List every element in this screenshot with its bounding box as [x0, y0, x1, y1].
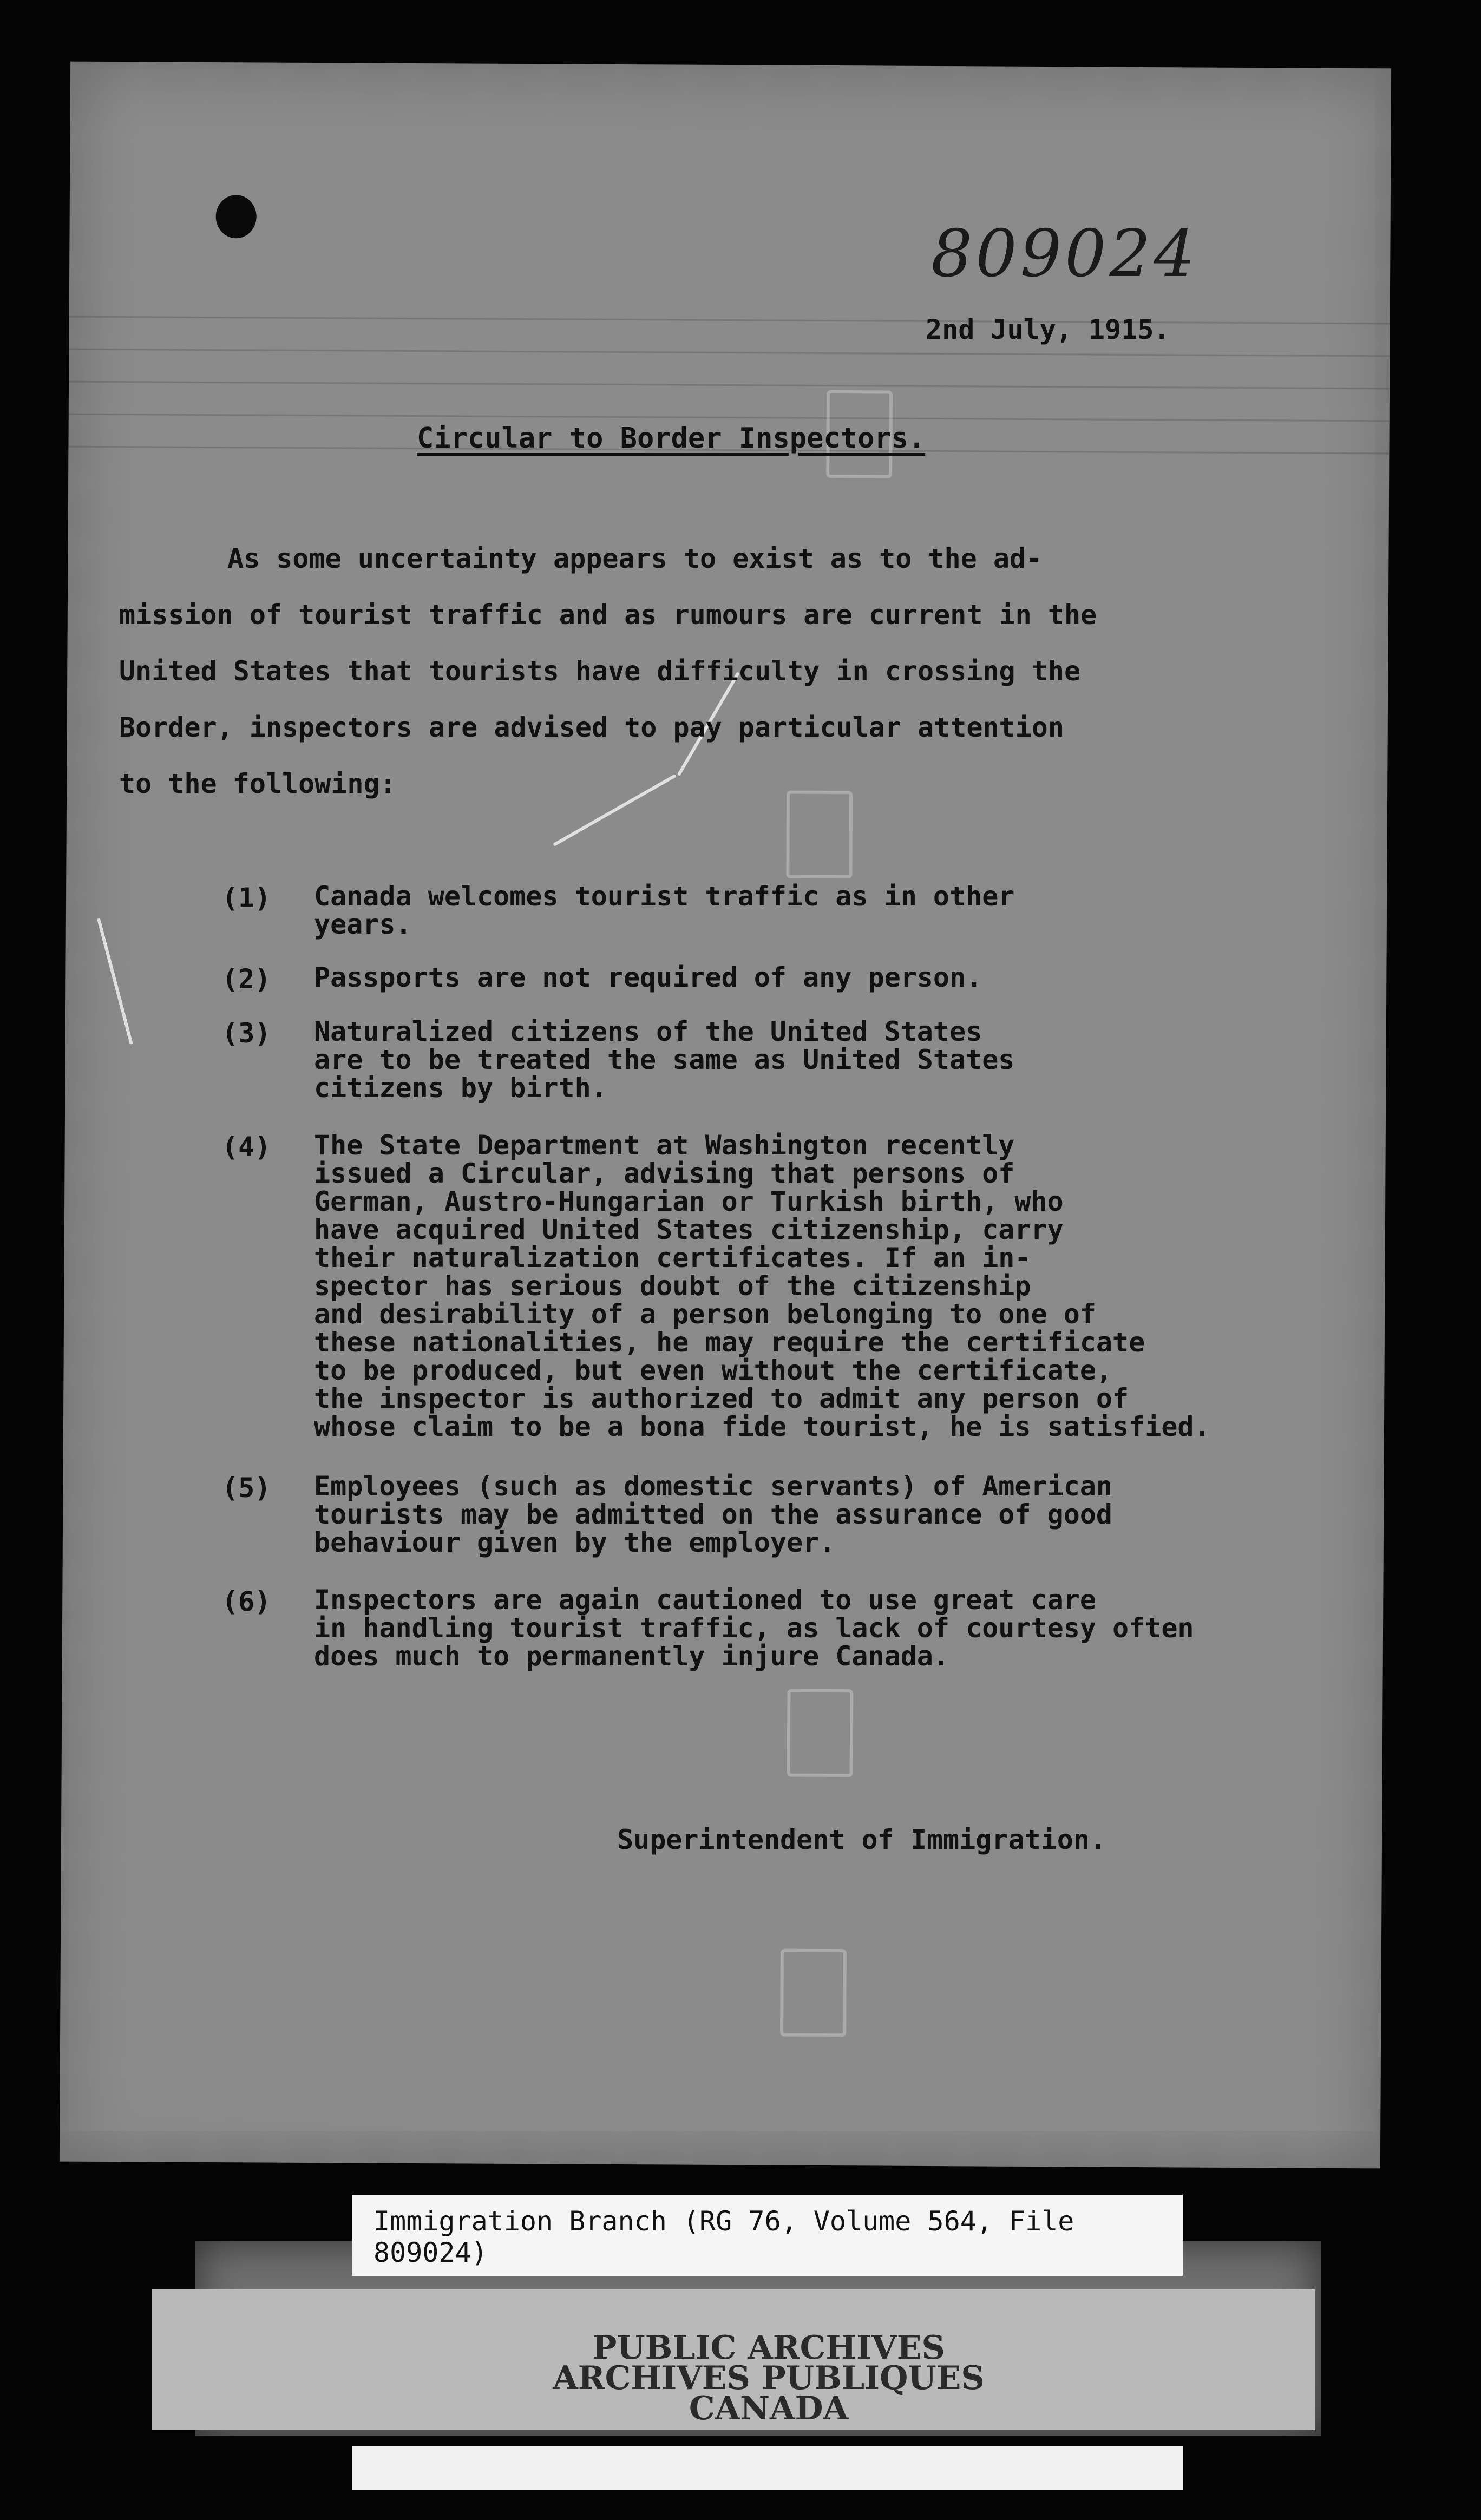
item-line: Naturalized citizens of the United States — [314, 1016, 982, 1047]
archive-line: PUBLIC ARCHIVES — [592, 2329, 945, 2367]
intro-line: to the following: — [119, 768, 396, 799]
item-line: have acquired United States citizenship, carry — [314, 1214, 1064, 1245]
item-number: (1) — [222, 882, 271, 914]
archive-line: ARCHIVES PUBLIQUES — [553, 2359, 985, 2397]
document-title: Circular to Border Inspectors. — [417, 422, 926, 455]
punch-hole — [215, 195, 256, 238]
item-number: (3) — [222, 1018, 271, 1049]
item-number: (2) — [222, 963, 271, 995]
item-line: spector has serious doubt of the citizenship — [314, 1270, 1031, 1302]
item-text — [314, 882, 1288, 939]
item-line: Inspectors are again cautioned to use great care — [314, 1584, 1096, 1616]
archive-stamp — [552, 2329, 985, 2427]
faint-stamp — [787, 1689, 854, 1777]
item-line: German, Austro-Hungarian or Turkish birth, who — [314, 1186, 1064, 1217]
signature-line: Superintendent of Immigration. — [617, 1824, 1106, 1855]
item-line: whose claim to be a bona fide tourist, he is satisfied. — [314, 1411, 1210, 1442]
item-line: behaviour given by the employer. — [314, 1527, 836, 1558]
item-line: Canada welcomes tourist traffic as in other — [314, 881, 1015, 912]
ruled-line — [69, 414, 1390, 422]
reference-text: Immigration Branch (RG 76, Volume 564, File 809024) — [373, 2206, 1074, 2268]
item-line: does much to permanently injure Canada. — [314, 1640, 949, 1672]
file-number: 809024 — [931, 216, 1199, 292]
item-text — [314, 963, 1288, 992]
intro-line: As some uncertainty appears to exist as to the ad- — [227, 543, 1043, 574]
archive-line: CANADA — [689, 2390, 849, 2427]
item-number: (4) — [222, 1131, 271, 1163]
reference-label — [352, 2195, 1183, 2276]
item-text — [314, 1586, 1288, 1670]
item-line: years. — [314, 909, 412, 940]
item-line: The State Department at Washington recently — [314, 1130, 1015, 1161]
item-line: in handling tourist traffic, as lack of courtesy often — [314, 1612, 1194, 1644]
item-line: and desirability of a person belonging to one of — [314, 1298, 1096, 1330]
item-line: are to be treated the same as United States — [314, 1044, 1015, 1075]
item-text — [314, 1018, 1288, 1102]
intro-line: United States that tourists have difficulty in crossing the — [119, 655, 1081, 687]
item-line: to be produced, but even without the certificate, — [314, 1355, 1113, 1386]
item-text — [314, 1131, 1288, 1441]
item-number: (6) — [222, 1586, 271, 1617]
intro-paragraph — [119, 530, 1267, 812]
ruled-line — [69, 381, 1390, 390]
intro-line: Border, inspectors are advised to pay particular attention — [119, 712, 1064, 743]
item-line: Passports are not required of any person. — [314, 962, 982, 993]
item-line: citizens by birth. — [314, 1072, 607, 1104]
ruled-line — [69, 316, 1390, 325]
item-line: issued a Circular, advising that persons of — [314, 1158, 1015, 1189]
item-line: their naturalization certificates. If an in- — [314, 1242, 1031, 1274]
faint-stamp — [780, 1949, 847, 2037]
item-line: Employees (such as domestic servants) of American — [314, 1471, 1113, 1502]
paper-crease — [97, 918, 133, 1045]
bottom-label-strip — [352, 2446, 1183, 2490]
item-text — [314, 1472, 1288, 1557]
item-line: these nationalities, he may require the certificate — [314, 1327, 1145, 1358]
document-date: 2nd July, 1915. — [926, 314, 1170, 345]
item-line: tourists may be admitted on the assurance of good — [314, 1499, 1113, 1530]
item-line: the inspector is authorized to admit any person of — [314, 1383, 1129, 1414]
item-number: (5) — [222, 1472, 271, 1504]
ruled-line — [69, 349, 1390, 357]
intro-line: mission of tourist traffic and as rumours are current in the — [119, 599, 1097, 631]
